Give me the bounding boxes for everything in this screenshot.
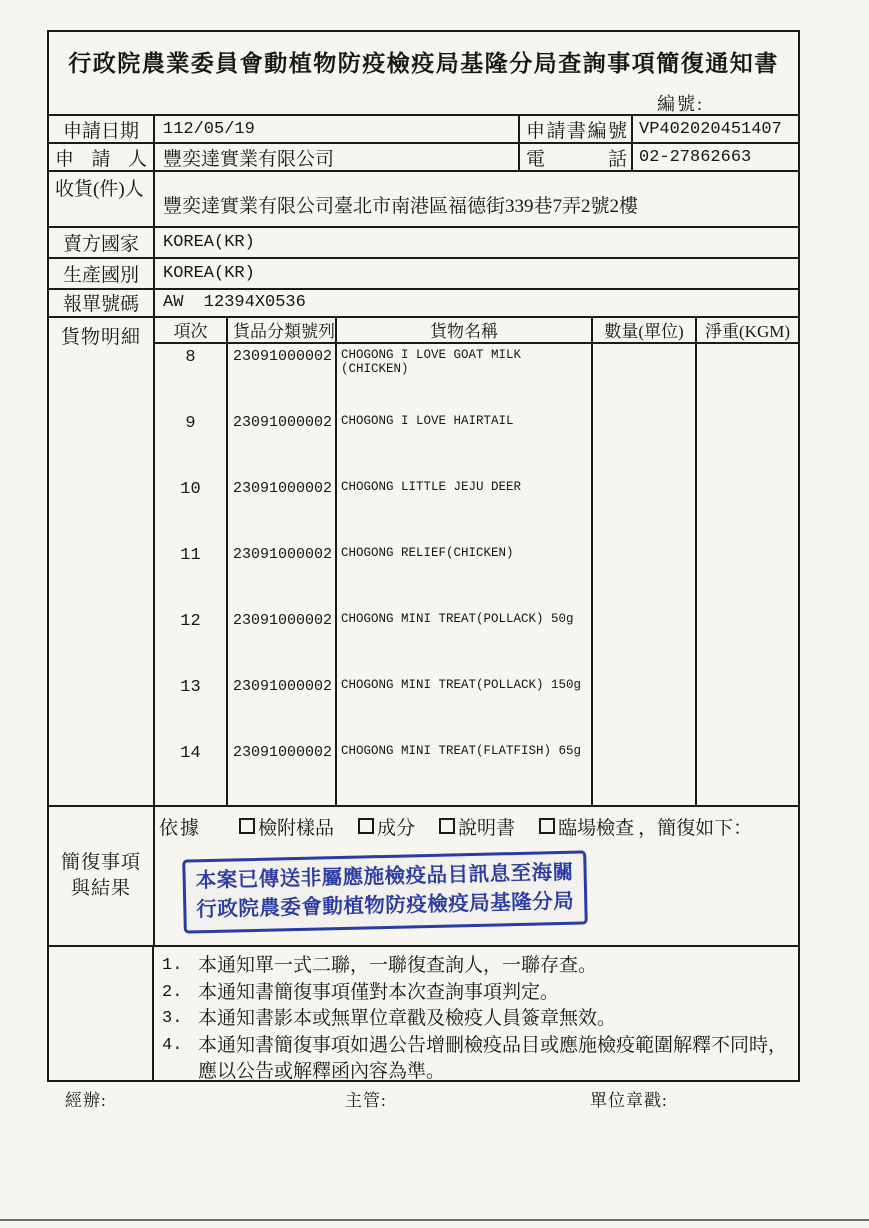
goods-item-code: 23091000002 <box>228 608 337 674</box>
goods-item-weight <box>697 476 798 542</box>
row-consignee <box>49 170 798 226</box>
notes-left-spacer <box>49 947 154 1080</box>
goods-item-no: 9 <box>155 410 228 476</box>
note-number: 1. <box>162 956 183 975</box>
basis-line <box>159 813 798 840</box>
goods-table <box>155 318 798 805</box>
basis-checkbox-item <box>439 813 515 840</box>
note-number: 4. <box>162 1035 183 1055</box>
checkbox-label: 檢附樣品 <box>258 817 335 839</box>
goods-table-header <box>155 318 798 344</box>
basis-checkbox-item <box>539 813 634 840</box>
goods-item-weight <box>697 740 798 806</box>
apply-date-value: 112/05/19 <box>155 116 520 142</box>
document-title: 行政院農業委員會動植物防疫檢疫局基隆分局查詢事項簡復通知書 <box>68 51 779 76</box>
basis-checkbox-item <box>358 813 415 840</box>
checkbox-icon <box>539 818 555 834</box>
approval-stamp <box>182 850 588 933</box>
origin-country-label: 生產國別 <box>49 259 155 288</box>
application-no-label: 申請書編號 <box>520 116 633 142</box>
notes-section <box>49 945 798 1080</box>
goods-item-code: 23091000002 <box>228 476 337 542</box>
goods-item-no: 8 <box>155 344 228 410</box>
goods-item-code: 23091000002 <box>228 344 337 410</box>
goods-item-qty <box>593 674 697 740</box>
basis-label: 依據 <box>159 817 202 839</box>
checkbox-label: 成分 <box>377 817 416 839</box>
goods-item-name: CHOGONG RELIEF(CHICKEN) <box>337 542 593 608</box>
checkbox-icon <box>439 818 455 834</box>
goods-item-no: 11 <box>155 542 228 608</box>
goods-item-row <box>155 410 798 476</box>
goods-item-no: 10 <box>155 476 228 542</box>
goods-item-name: CHOGONG MINI TREAT(POLLACK) 150g <box>337 674 593 740</box>
goods-item-code: 23091000002 <box>228 674 337 740</box>
consignee-label: 收貨(件)人 <box>49 172 155 226</box>
goods-item-name: CHOGONG I LOVE HAIRTAIL <box>337 410 593 476</box>
applicant-label: 申 請 人 <box>49 144 155 170</box>
basis-checkbox-item <box>239 813 334 840</box>
phone-label: 電話 <box>520 144 633 170</box>
note-text: 本通知單一式二聯，一聯復查詢人，一聯存查。 <box>198 955 598 976</box>
notes-list <box>154 947 798 1080</box>
unit-seal-label: 單位章戳: <box>590 1091 668 1110</box>
stamp-line-1: 本案已傳送非屬應施檢疫品目訊息至海關 <box>195 861 574 892</box>
goods-item-weight <box>697 410 798 476</box>
goods-item-weight <box>697 542 798 608</box>
goods-item-qty <box>593 542 697 608</box>
note-text: 本通知書簡復事項僅對本次查詢事項判定。 <box>198 981 560 1003</box>
checkbox-label: 臨場檢查 <box>558 817 635 839</box>
goods-item-row <box>155 476 798 542</box>
notice-form-table <box>47 30 800 1082</box>
goods-item-qty <box>593 410 697 476</box>
handler-label: 經辦: <box>65 1091 107 1110</box>
title-block <box>49 32 798 114</box>
col-header-code: 貨品分類號列 <box>228 318 337 342</box>
goods-section-label: 貨物明細 <box>49 318 155 805</box>
goods-item-qty <box>593 608 697 674</box>
col-header-name: 貨物名稱 <box>337 318 593 342</box>
scan-edge-artifact <box>0 1219 869 1221</box>
basis-suffix: ，簡復如下： <box>638 817 753 839</box>
goods-item-row <box>155 344 798 410</box>
reply-content <box>155 807 798 945</box>
note-number: 3. <box>162 1009 183 1028</box>
note-number: 2. <box>162 982 183 1002</box>
row-seller-country <box>49 226 798 257</box>
note-item <box>162 1033 798 1086</box>
goods-item-row <box>155 542 798 608</box>
row-applicant <box>49 142 798 170</box>
goods-item-name: CHOGONG I LOVE GOAT MILK (CHICKEN) <box>337 344 593 410</box>
row-origin-country <box>49 257 798 288</box>
goods-item-weight <box>697 674 798 740</box>
apply-date-label: 申請日期 <box>49 116 155 142</box>
goods-item-name: CHOGONG MINI TREAT(FLATFISH) 65g <box>337 740 593 806</box>
seller-country-value: KOREA(KR) <box>163 233 255 253</box>
goods-item-no: 14 <box>155 740 228 806</box>
goods-table-body <box>155 344 798 806</box>
application-no-value: VP402020451407 <box>639 119 782 139</box>
goods-item-row <box>155 740 798 806</box>
goods-item-qty <box>593 740 697 806</box>
goods-item-code: 23091000002 <box>228 410 337 476</box>
declaration-no-value: AW 12394X0536 <box>163 293 306 313</box>
goods-item-name: CHOGONG MINI TREAT(POLLACK) 50g <box>337 608 593 674</box>
goods-item-row <box>155 608 798 674</box>
goods-item-qty <box>593 344 697 410</box>
col-header-item-no: 項次 <box>155 318 228 342</box>
serial-number-label: 編號: <box>657 94 705 114</box>
row-declaration-no <box>49 288 798 316</box>
goods-item-weight <box>697 608 798 674</box>
consignee-value: 豐奕達實業有限公司臺北市南港區福德街339巷7弄2號2樓 <box>163 196 639 218</box>
stamp-line-2: 行政院農委會動植物防疫檢疫局基隆分局 <box>196 890 575 921</box>
goods-item-no: 13 <box>155 674 228 740</box>
row-apply-date <box>49 114 798 142</box>
note-item <box>162 953 798 980</box>
note-text: 本通知書簡復事項如遇公告增刪檢疫品目或應施檢疫範圍解釋不同時，應以公告或解釋函內容為準。 <box>198 1034 788 1082</box>
goods-item-name: CHOGONG LITTLE JEJU DEER <box>337 476 593 542</box>
reply-section-label: 簡復事項 與結果 <box>49 807 155 945</box>
col-header-weight: 淨重(KGM) <box>705 322 790 342</box>
origin-country-value: KOREA(KR) <box>163 263 255 283</box>
goods-item-row <box>155 674 798 740</box>
note-item <box>162 1006 798 1033</box>
goods-item-code: 23091000002 <box>228 740 337 806</box>
note-text: 本通知書影本或無單位章戳及檢疫人員簽章無效。 <box>198 1008 617 1029</box>
goods-item-weight <box>697 344 798 410</box>
checkbox-label: 說明書 <box>458 817 516 839</box>
phone-value: 02-27862663 <box>639 147 752 167</box>
goods-item-qty <box>593 476 697 542</box>
checkbox-icon <box>239 818 255 834</box>
note-item <box>162 980 798 1007</box>
reply-section <box>49 805 798 945</box>
applicant-value: 豐奕達實業有限公司 <box>155 144 520 170</box>
goods-item-no: 12 <box>155 608 228 674</box>
supervisor-label: 主管: <box>345 1091 387 1110</box>
col-header-qty: 數量(單位) <box>593 318 697 342</box>
declaration-no-label: 報單號碼 <box>49 290 155 316</box>
seller-country-label: 賣方國家 <box>49 228 155 257</box>
goods-detail-section <box>49 316 798 805</box>
goods-item-code: 23091000002 <box>228 542 337 608</box>
checkbox-icon <box>358 818 374 834</box>
